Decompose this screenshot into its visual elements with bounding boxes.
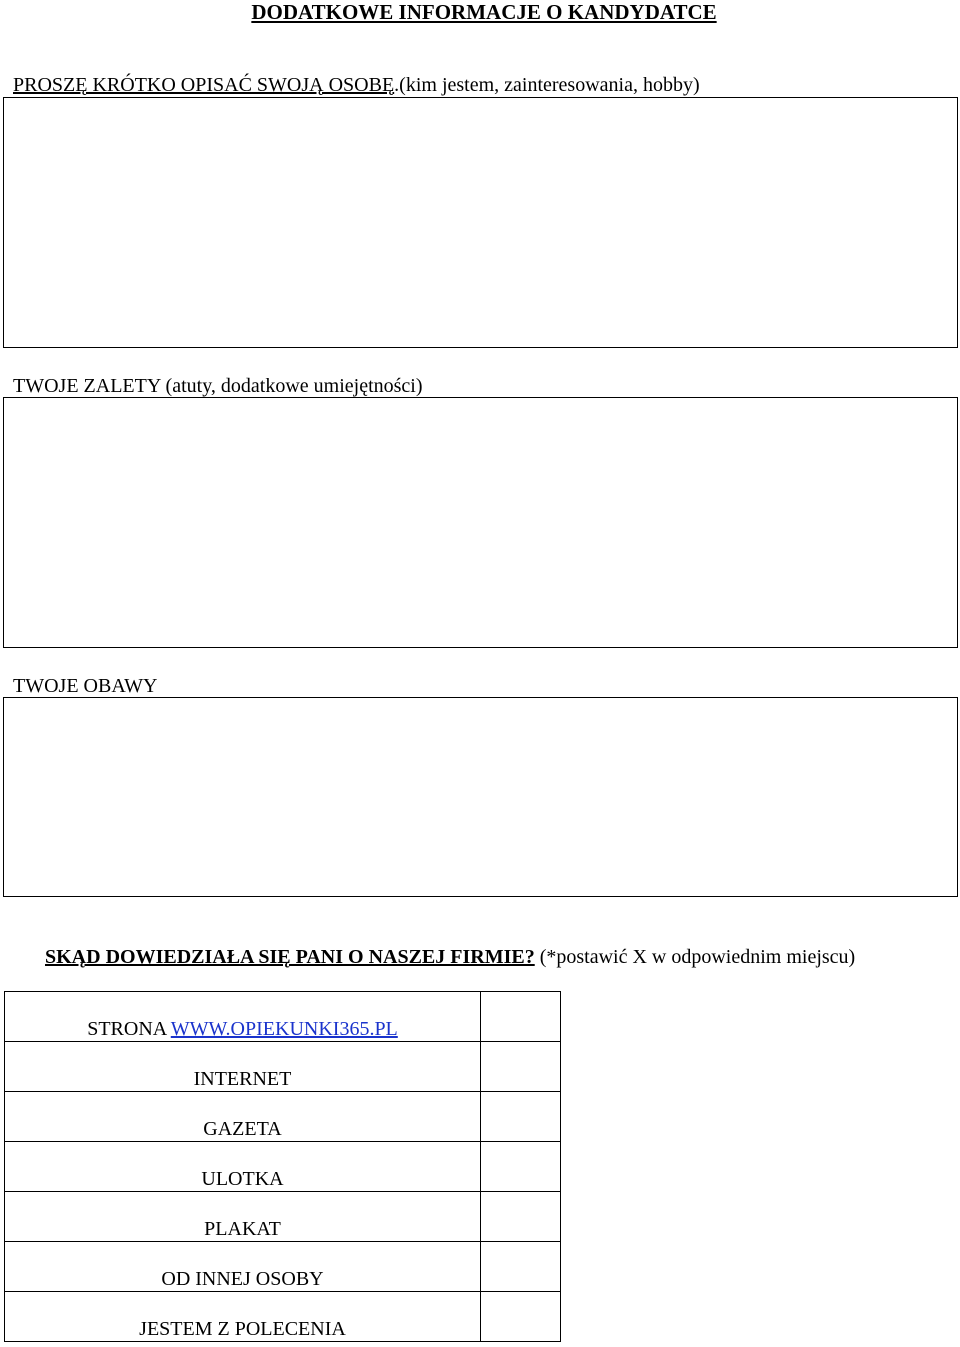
section-label-strengths: TWOJE ZALETY (atuty, dodatkowe umiejętności) [13, 375, 423, 397]
source-question [45, 945, 855, 969]
source-mark-cell[interactable] [481, 1042, 561, 1092]
source-question-instruction: (*postawić X w odpowiednim miejscu) [534, 946, 856, 968]
source-option-website [5, 992, 481, 1042]
page-title: DODATKOWE INFORMACJE O KANDYDATCE [251, 0, 717, 24]
table-row [5, 1042, 561, 1092]
source-options-table [4, 991, 561, 1342]
source-option-other-person: OD INNEJ OSOBY [5, 1242, 481, 1292]
table-row [5, 1242, 561, 1292]
table-row [5, 1092, 561, 1142]
source-option-recommendation: JESTEM Z POLECENIA [5, 1292, 481, 1342]
source-mark-cell[interactable] [481, 1092, 561, 1142]
table-row [5, 992, 561, 1042]
table-row [5, 1192, 561, 1242]
concerns-textarea[interactable] [3, 697, 958, 897]
source-mark-cell[interactable] [481, 1142, 561, 1192]
source-option-internet: INTERNET [5, 1042, 481, 1092]
source-option-poster: PLAKAT [5, 1192, 481, 1242]
source-question-text: SKĄD DOWIEDZIAŁA SIĘ PANI O NASZEJ FIRMIE? [45, 946, 535, 968]
source-option-website-prefix: STRONA [87, 1018, 171, 1040]
source-option-newspaper: GAZETA [5, 1092, 481, 1142]
section-label-about-me [13, 73, 700, 97]
website-link[interactable]: WWW.OPIEKUNKI365.PL [170, 1018, 398, 1040]
table-row [5, 1142, 561, 1192]
source-mark-cell[interactable] [481, 1192, 561, 1242]
section-label-concerns: TWOJE OBAWY [13, 675, 158, 697]
source-mark-cell[interactable] [481, 992, 561, 1042]
strengths-textarea[interactable] [3, 397, 958, 648]
section-label-about-me-hint: .(kim jestem, zainteresowania, hobby) [394, 74, 700, 96]
table-row [5, 1292, 561, 1342]
source-option-leaflet: ULOTKA [5, 1142, 481, 1192]
section-label-about-me-main: PROSZĘ KRÓTKO OPISAĆ SWOJĄ OSOBĘ [13, 74, 395, 96]
source-mark-cell[interactable] [481, 1292, 561, 1342]
source-mark-cell[interactable] [481, 1242, 561, 1292]
about-me-textarea[interactable] [3, 97, 958, 348]
